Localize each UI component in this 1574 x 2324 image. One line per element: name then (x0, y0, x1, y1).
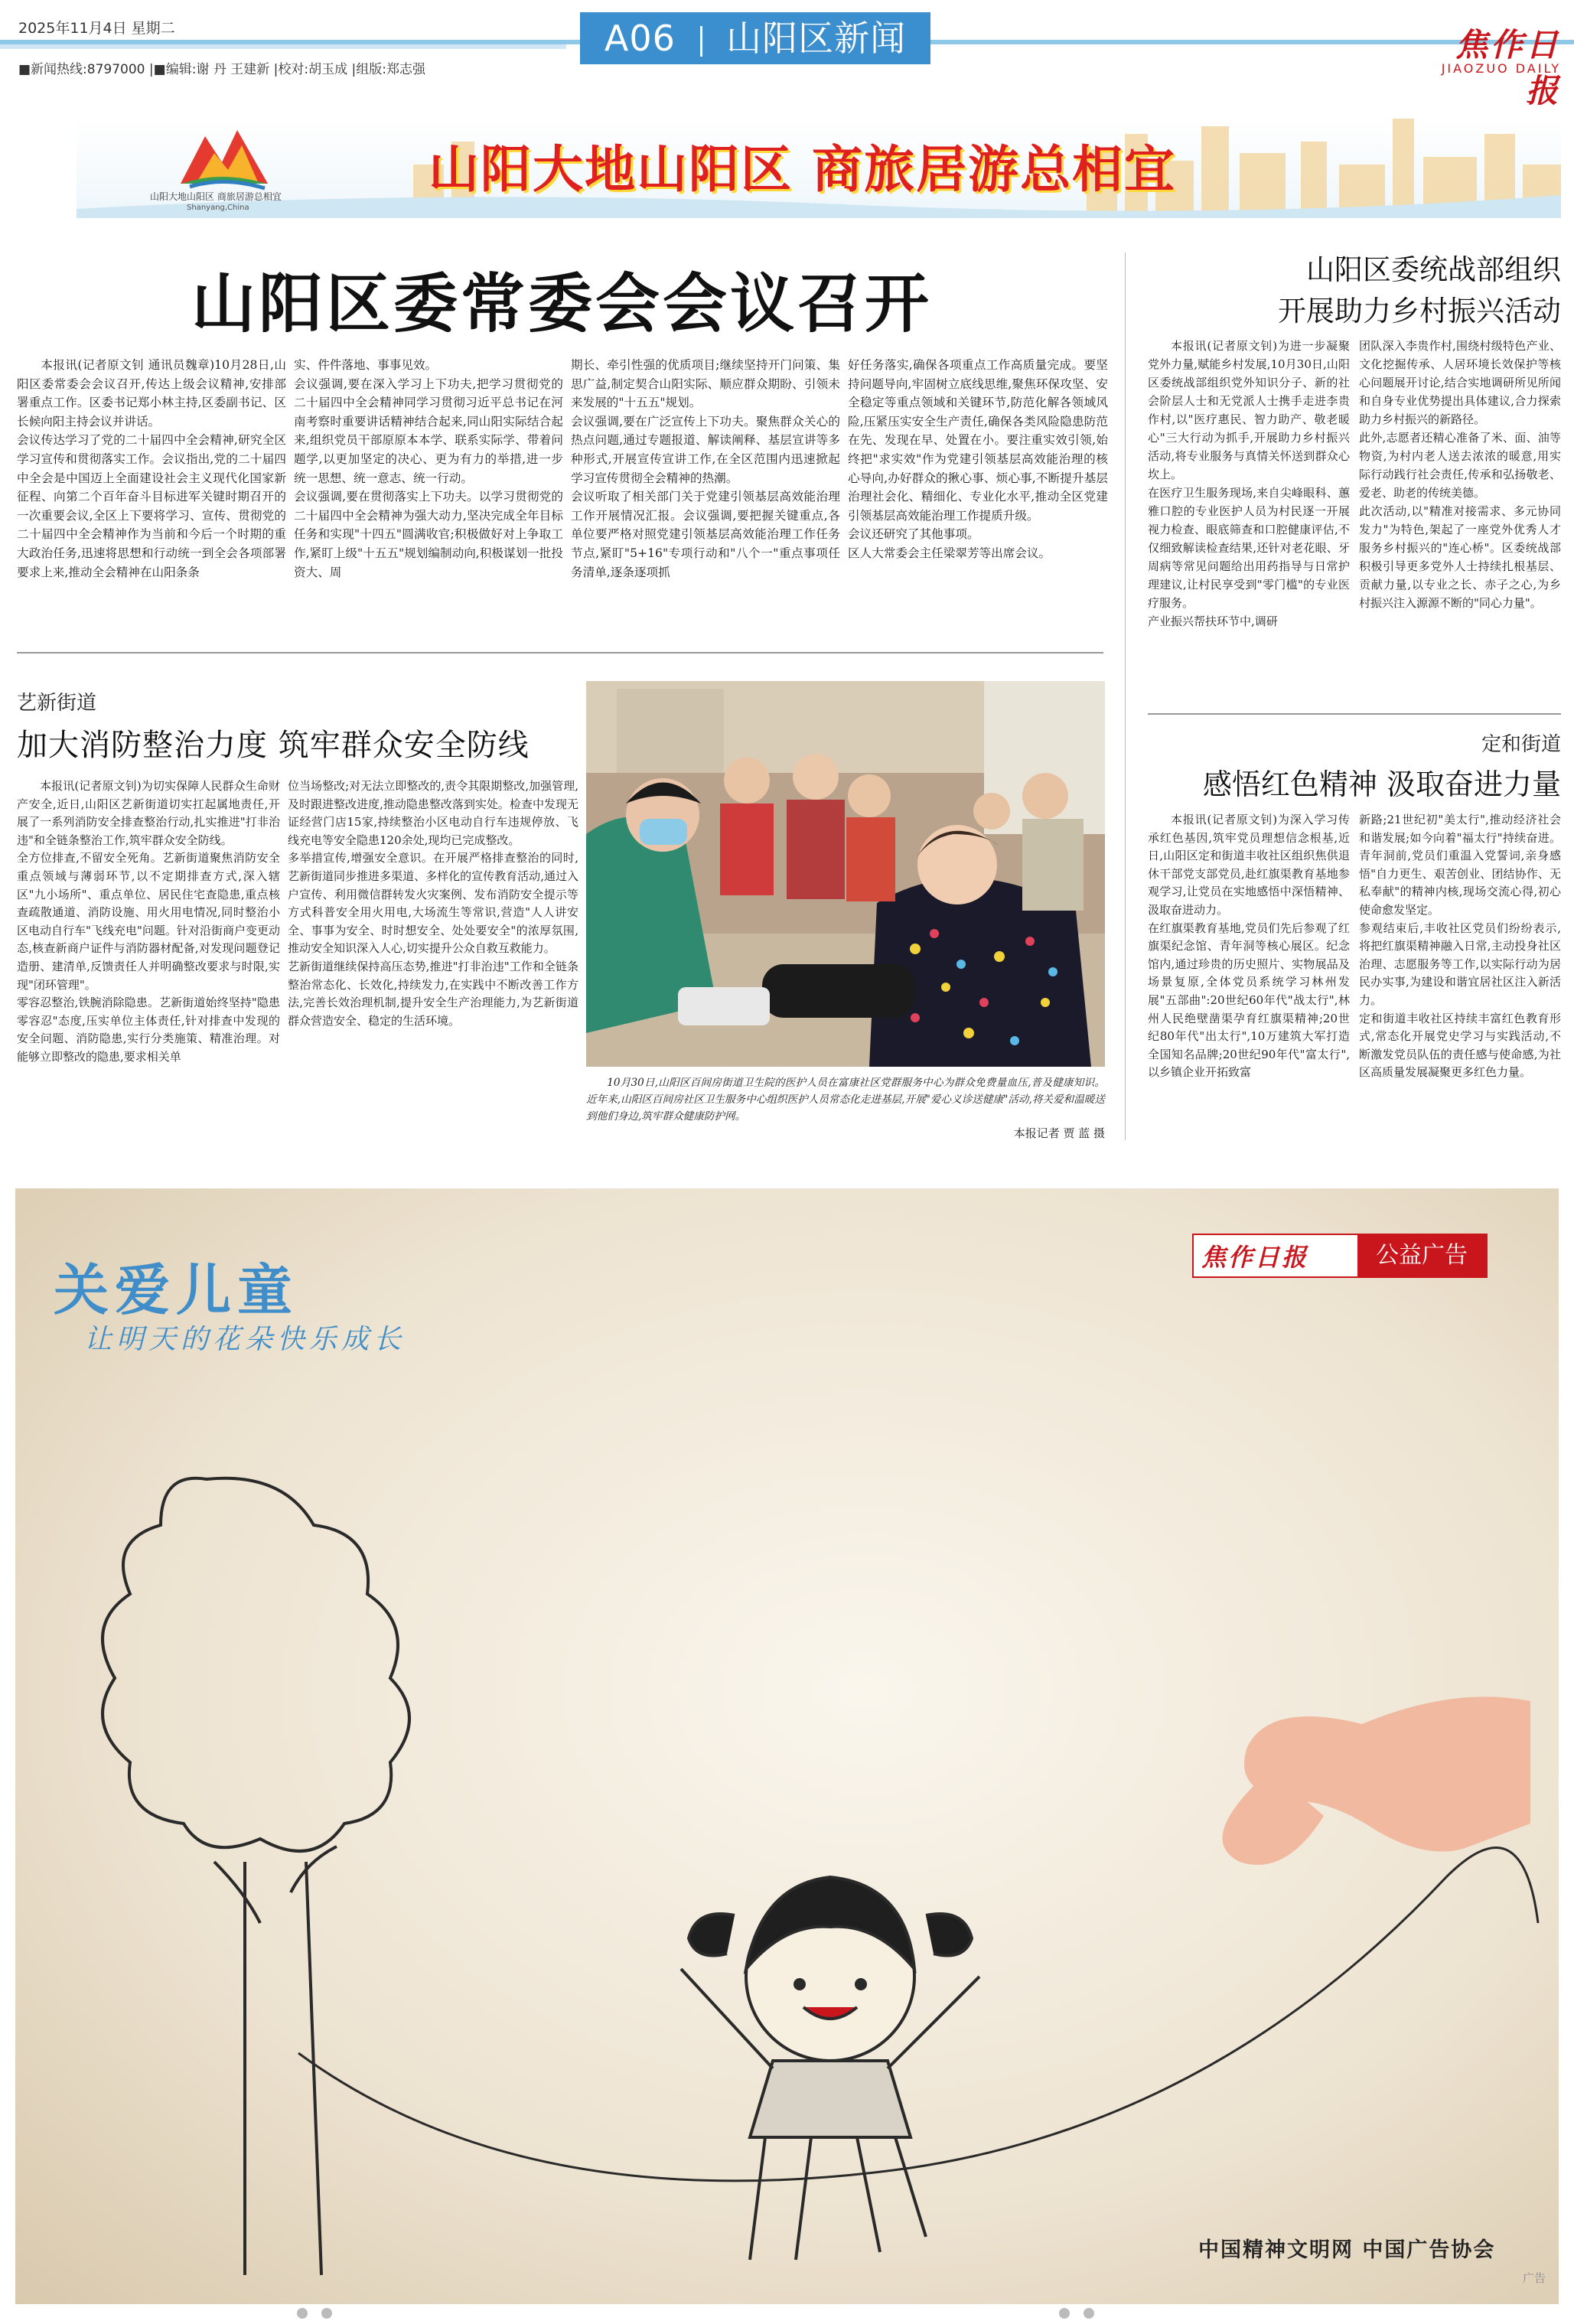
page-label (580, 12, 930, 64)
banner-emblem-caption: 山阳大地山阳区 商旅居游总相宜 (150, 191, 282, 202)
page-dot (1084, 2308, 1094, 2319)
ad-badge-label: 公益广告 (1357, 1235, 1486, 1276)
banner-emblem-icon (174, 122, 274, 191)
photo-caption: 10月30日,山阳区百间房街道卫生院的医护人员在富康社区党群服务中心为群众免费量血压,普及健康知识。近年来,山阳区百间房社区卫生服务中心组织医护人员常态化走进基层,开展"爱心义诊送健康"活动,将关爱和温暖送到他们身边,筑牢群众健康防护网。 (586, 1077, 1105, 1123)
article3-text: 位当场整改;对无法立即整改的,责令其限期整改,加强管理,及时跟进整改进度,推动隐患整改落到实处。检查中发现无证经营门店15家,持续整治小区电动自行车违规停放、飞线充电等安全隐患120余处,现均已完成整改。 多举措宣传,增强安全意识。在开展严格排查整治的同时,艺新街道同步推进多渠道、多样化的宣传教育活动,通过入户宣传、利用微信群转发火灾案例、发布消防安全提示等方式科普安全用火用电,大场流生等常识,营造"人人讲安全、事事为安全、时时想安全、处处要安全"的浓厚氛围,推动安全知识深入人心,切实提升公众自救互救能力。 艺新街道继续保持高压态势,推进"打非治违"工作和全链条整治常态化、长效化,持续发力,在实践中不断改善工作方法,完善长效治理机制,提升安全生产治理能力,为艺新街道群众营造安全、稳定的生活环境。 (288, 779, 578, 1028)
article4-col2 (1359, 811, 1561, 1140)
article2-col1 (1148, 337, 1350, 750)
article3-kicker: 艺新街道 (17, 692, 97, 715)
article1-col4 (848, 356, 1108, 647)
article2-title-line2: 开展助力乡村振兴活动 (1278, 295, 1561, 328)
ad-tag: 广告 (1523, 2271, 1546, 2285)
article1-text: 实、件件落地、事事见效。 会议强调,要在深入学习上下功夫,把学习贯彻党的二十届四中全会精神同学习贯彻习近平总书记在河南考察时重要讲话精神结合起来,同山阳实际结合起来,组织党员干部原原本本学、联系实际学、带着问题学,以更加坚定的决心、更为有力的举措,进一步统一思想、统一意志、统一行动。 会议强调,要在贯彻落实上下功夫。以学习贯彻党的二十届四中全会精神为强大动力,坚决完成全年目标任务和实现"十四五"圆满收官;积极做好对上争取工作,紧盯上级"十五五"规划编制动向,积极谋划一批投资大、周 (294, 358, 563, 579)
photo-credit: 本报记者 贾 蓝 摄 (1013, 1126, 1105, 1140)
article2-title (1148, 249, 1561, 332)
divider (17, 652, 1103, 654)
article1-text: 好任务落实,确保各项重点工作高质量完成。要坚持问题导向,牢固树立底线思维,聚焦环保攻坚、安全稳定等重点领域和关键环节,防范化解各领域风险,压紧压实安全生产责任,确保各类风险隐患防范在先、发现在早、处置在小。要注重实效引领,始终把"求实效"作为党建引领基层高效能治理的核心导向,办好群众的揪心事、烦心事,不断提升基层治理社会化、精细化、专业化水平,推动全区党建引领基层高效能治理工作提质升级。 会议还研究了其他事项。 区人大常委会主任梁翠芳等出席会议。 (848, 358, 1108, 560)
divider (1148, 713, 1561, 715)
page-dot (321, 2308, 332, 2319)
editor-credits: ■新闻热线:8797000 |■编辑:谢 丹 王建新 |校对:胡玉成 |组版:郑志强 (18, 62, 425, 77)
masthead-logo-en: JIAOZUO DAILY (1441, 61, 1561, 76)
article2-col2 (1359, 337, 1561, 750)
issue-date: 2025年11月4日 星期二 (18, 20, 175, 37)
article1-col2 (294, 356, 563, 647)
ad-title: 关爱儿童 (54, 1258, 299, 1322)
masthead-logo: 焦作日报 (1455, 26, 1561, 109)
column-divider (1125, 253, 1126, 1140)
article4-title: 感悟红色精神 汲取奋进力量 (1202, 768, 1561, 801)
photo-scene (586, 681, 1105, 1067)
page-dot (297, 2308, 308, 2319)
page-divider (700, 26, 702, 57)
article4-col1 (1148, 811, 1350, 1140)
article1-text: 期长、牵引性强的优质项目;继续坚持开门问策、集思广益,制定契合山阳实际、顺应群众期盼、引领未来发展的"十五五"规划。 会议强调,要在广泛宣传上下功夫。聚焦群众关心的热点问题,通过专题报道、解读阐释、基层宣讲等多种形式,开展宣传宣讲工作,在全区范围内迅速掀起学习宣传贯彻全会精神的热潮。 会议听取了相关部门关于党建引领基层高效能治理工作开展情况汇报。会议强调,要把握关键重点,各单位要严格对照党建引领基层高效能治理工作任务节点,紧盯"5+16"专项行动和"八个一"重点事项任务清单,逐条逐项抓 (571, 358, 840, 579)
banner-emblem-en: Shanyang,China (187, 204, 249, 212)
page-number: A06 (604, 18, 676, 59)
article1-title: 山阳区委常委会会议召开 (191, 266, 933, 341)
article3-col1 (17, 777, 280, 1129)
ad-subtitle: 让明天的花朵快乐成长 (84, 1324, 406, 1355)
ad-sponsors: 中国精神文明网 中国广告协会 (1198, 2238, 1496, 2262)
ad-badge-logo: 焦作日报 (1201, 1243, 1309, 1272)
banner-slogan: 山阳大地山阳区 商旅居游总相宜 (429, 140, 1176, 199)
article1-col3 (571, 356, 840, 647)
article2-text: 本报讯(记者原文钊)为进一步凝聚党外力量,赋能乡村发展,10月30日,山阳区委统战部组织党外知识分子、新的社会阶层人士和无党派人士携手走进李贵作村,以"医疗惠民、智力助产、敬老暖心"三大行动为抓手,开展助力乡村振兴活动,将专业服务与真情关怀送到群众心坎上。 在医疗卫生服务现场,来自尖峰眼科、蕙雅口腔的专业医护人员为村民逐一开展视力检查、眼底筛查和口腔健康评估,不仅细致解读检查结果,还针对老花眼、牙周病等常见问题给出用药指导与日常护理建议,让村民享受到"零门槛"的专业医疗服务。 产业振兴帮扶环节中,调研 (1148, 339, 1350, 628)
news-photo (586, 681, 1105, 1067)
article3-title: 加大消防整治力度 筑牢群众安全防线 (17, 728, 530, 763)
article1-col1 (17, 356, 286, 647)
article4-text: 新路;21世纪初"美太行",推动经济社会和谐发展;如今向着"福太行"持续奋进。青年洞前,党员们重温入党誓词,亲身感悟"自力更生、艰苦创业、团结协作、无私奉献"的精神内核,现场交流心得,初心使命愈发坚定。 参观结束后,丰收社区党员们纷纷表示,将把红旗渠精神融入日常,主动投身社区治理、志愿服务等工作,以实际行动为居民办实事,为建设和谐宜居社区注入新活力。 定和街道丰收社区持续丰富红色教育形式,常态化开展党史学习与实践活动,不断激发党员队伍的责任感与使命感,为社区高质量发展凝聚更多红色力量。 (1359, 813, 1561, 1080)
section-name: 山阳区新闻 (726, 18, 907, 59)
article2-title-line1: 山阳区委统战部组织 (1306, 253, 1561, 286)
page-dot (1059, 2308, 1070, 2319)
article1-text: 本报讯(记者原文钊 通讯员魏章)10月28日,山阳区委常委会会议召开,传达上级会议精神,安排部署重点工作。区委书记郑小林主持,区委副书记、区长候向阳主持会议并讲话。 会议传达学习了党的二十届四中全会精神,研究全区学习宣传和贯彻落实工作。会议指出,党的二十届四中全会是中国迈上全面建设社会主义现代化国家新征程、向第二个百年奋斗目标进军关键时期召开的一次重要会议,全区上下要将学习、宣传、贯彻党的二十届四中全会精神作为当前和今后一个时期的重大政治任务,迅速将思想和行动统一到全会各项部署要求上来,推动全会精神在山阳条条 (17, 358, 286, 579)
article4-kicker: 定和街道 (1481, 733, 1561, 756)
header-rule-accent (0, 44, 566, 49)
article4-text: 本报讯(记者原文钊)为深入学习传承红色基因,筑牢党员理想信念根基,近日,山阳区定和街道丰收社区组织焦供退休干部党支部党员,赴红旗渠教育基地参观学习,让党员在实地感悟中深悟精神、汲取奋进动力。 在红旗渠教育基地,党员们先后参观了红旗渠纪念馆、青年洞等核心展区。纪念馆内,通过珍贵的历史照片、实物展品及场景复原,全体党员系统学习林州发展"五部曲":20世纪60年代"战太行",林州人民绝壁凿渠孕育红旗渠精神;20世纪80年代"出太行",10万建筑大军打造全国知名品牌;20世纪90年代"富太行",以乡镇企业开拓致富 (1148, 813, 1350, 1080)
article3-text: 本报讯(记者原文钊)为切实保障人民群众生命财产安全,近日,山阳区艺新街道切实扛起属地责任,开展了一系列消防安全排查整治行动,扎实推进"打非治违"和全链条整治工作,筑牢群众安全防线。 全方位排查,不留安全死角。艺新街道聚焦消防安全重点领域与薄弱环节,以不定期排查方式,深入辖区"九小场所"、重点单位、居民住宅查隐患,重点核查疏散通道、消防设施、用火用电情况,同时整治小区电动自行车"飞线充电"问题。针对沿街商户变更动态,核查新商户证件与消防器材配备,对发现问题登记造册、建清单,反馈责任人并明确整改要求与时限,实现"闭环管理"。 零容忍整治,铁腕消除隐患。艺新街道始终坚持"隐患零容忍"态度,压实单位主体责任,针对排查中发现的安全问题、消防隐患,实行分类施策、精准治理。对能够立即整改的隐患,要求相关单 (17, 779, 280, 1064)
article2-text: 团队深入李贵作村,围绕村级特色产业、文化挖掘传承、人居环境长效保护等核心问题展开讨论,结合实地调研所见所闻和自身专业优势提出具体建议,合力探索助力乡村振兴的新路径。 此外,志愿者还精心准备了米、面、油等物资,为村内老人送去浓浓的暖意,用实际行动践行社会责任,传承和弘扬敬老、爱老、助老的传统美德。 此次活动,以"精准对接需求、多元协同发力"为特色,架起了一座党外优秀人才服务乡村振兴的"连心桥"。区委统战部积极引导更多党外人士持续扎根基层、贡献力量,以专业之长、赤子之心,为乡村振兴注入源源不断的"同心力量"。 (1359, 339, 1561, 610)
header-rule-right (930, 40, 1428, 44)
article3-col2 (288, 777, 578, 1129)
